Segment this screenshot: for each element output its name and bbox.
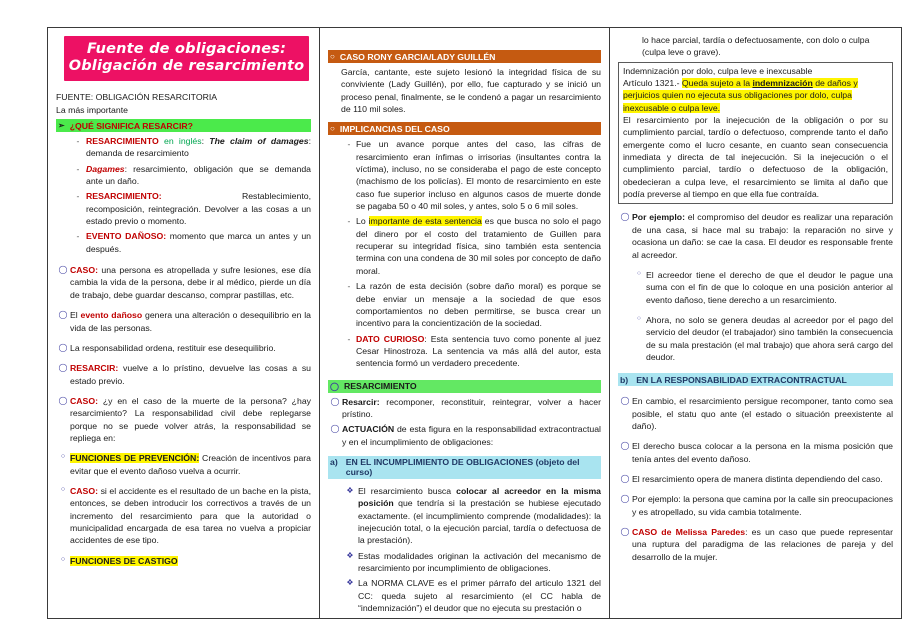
list-item (342, 550, 601, 577)
term: CASO: (70, 485, 98, 496)
small-circle-bullet-icon: ○ (60, 453, 66, 461)
list-item (70, 190, 311, 229)
list-item-body: La NORMA CLAVE es el primer párrafo del articulo 1321 del CC: queda sujeto al resarcimiento (el CC habla de “indemnización”) el deudor que no ejecuta su prestación o (358, 578, 601, 614)
column-2 (320, 28, 610, 618)
circle-bullet-icon: ◯ (330, 381, 339, 391)
prefix: El (70, 310, 81, 321)
circle-bullet-icon: ◯ (58, 342, 68, 352)
arrow-icon: ➢ (58, 121, 65, 131)
incumplimiento-sublist (328, 485, 601, 616)
text: recomponer, reconstituir, reintegrar, volver a hacer prístino. (342, 396, 601, 419)
list-item (342, 577, 601, 616)
term: RESARCIR: (70, 363, 119, 374)
text: es que busca no solo el pago del dinero por el costo del tratamiento de Guillen para recuperar su integridad física, sino también esta sentencia termina con una condena de 30 mil soles por concepto de daño moral. (356, 216, 602, 276)
page-title-line-1: Fuente de obligaciones: (86, 41, 287, 57)
term: Resarcir: (342, 396, 380, 407)
list-item-body (70, 485, 311, 547)
list-item-body (342, 396, 601, 421)
list-item-body: Fue un avance porque antes del caso, las cifras de resarcimiento eran ínfimas o irrisorias (insultantes contra la víctima), incluso, no se consideraba el pago de este concepto (machismo de los policías). El monto de resarcimiento en este caso fue superior incluso en algunos casos de muerte donde se pagaba 50 o 40 mil soles, y antes, solo 5 o 6 mil soles. (356, 139, 601, 212)
term: FUNCIONES DE CASTIGO (70, 555, 178, 566)
term: Dagames (86, 163, 125, 174)
law-article-box (618, 62, 893, 205)
list-item-body (70, 264, 311, 301)
term: EVENTO DAÑOSO: (86, 231, 167, 242)
list-item (342, 280, 601, 331)
small-circle-icon: ○ (330, 52, 335, 61)
dash-bullet-icon: - (76, 136, 80, 147)
term: evento dañoso (80, 310, 143, 321)
dash-bullet-icon: - (347, 333, 351, 344)
circle-bullet-icon: ◯ (58, 395, 68, 405)
circle-bullet-icon: ◯ (620, 212, 630, 222)
list-item-body (356, 215, 601, 277)
text: si el accidente es el resultado de un bache en la pista, entonces, se deben introducir los correctivos a través de un incremento del resarcimiento para que la autoridad o municipalidad encargada de esa tarea no vuelva a propiciar accidentes de ese tipo. (70, 485, 311, 546)
section-header-resarcir (56, 119, 311, 132)
section-header-incumplimiento-label: EN EL INCUMPLIMIENTO DE OBLIGACIONES (objeto del curso) (345, 457, 580, 478)
law-highlight-2: de daños y perjuicios quien no ejecuta sus obligaciones por dolo, culpa inexcusable o culpa leve. (623, 78, 858, 113)
dash-bullet-icon: - (76, 231, 80, 242)
list-item-body (86, 230, 311, 255)
dash-bullet-icon: - (347, 216, 351, 227)
highlighted-phrase: importante de esta sentencia (368, 216, 482, 227)
section-header-resarcimiento (328, 380, 601, 393)
small-circle-bullet-icon: ○ (637, 314, 641, 322)
list-item-resarcir (56, 362, 311, 389)
list-item-resarcir (328, 396, 601, 423)
section-header-implicancias (328, 122, 601, 135)
section-header-caso-rony-label: CASO RONY GARCIA/LADY GUILLÉN (339, 51, 496, 62)
resarcir-definition-list (56, 135, 311, 257)
page-title-banner (64, 36, 309, 81)
list-item (70, 163, 311, 190)
list-item-body (632, 211, 893, 260)
list-item-body (70, 395, 311, 444)
list-item (632, 314, 893, 365)
list-item-body (358, 485, 601, 547)
section-header-resarcir-label: ¿QUÉ SIGNIFICA RESARCIR? (69, 120, 193, 131)
list-item (632, 269, 893, 308)
text: ¿y en el caso de la muerte de la persona? ¿hay resarcimiento? La responsabilidad civil debe replegarse porque no se puede volver atrás, la responsabilidad se repliega en: (70, 395, 311, 443)
ejemplo-sublist (618, 269, 893, 365)
list-item-ejemplo (618, 211, 893, 262)
list-item-caso-2 (56, 395, 311, 446)
circle-bullet-icon: ◯ (620, 494, 630, 504)
section-header-implicancias-label: IMPLICANCIAS DEL CASO (339, 123, 450, 134)
section-header-extracontractual-label: EN LA RESPONSABILIDAD EXTRACONTRACTUAL (636, 374, 847, 385)
list-item-body: Por ejemplo: la persona que camina por la calle sin preocupaciones y es atropellado, su vida cambia totalmente. (632, 494, 893, 517)
circle-bullet-icon: ◯ (620, 473, 630, 483)
term-suffix: en inglés (158, 136, 202, 147)
circle-bullet-icon: ◯ (330, 424, 340, 434)
english-term: The claim of damages (209, 136, 309, 147)
list-item-body: Estas modalidades originan la activación del mecanismo de resarcimiento por incumplimiento de obligaciones. (358, 550, 601, 573)
law-highlight-bold: indemnización (752, 78, 813, 89)
law-body: El resarcimiento por la inejecución de la obligación o por su cumplimiento parcial, tardío o defectuoso, comprende tanto el daño emergente como el lucro cesante, en cuanto sean consecuencia inmediata y directa de tal inejecución. Si la inejecución o el cumplimiento parcial, tardío o defectuoso de la obligación, obedecieran a culpa leve, el resarcimiento se limita al daño que podía preverse al tiempo en que ella fue contraída. (623, 115, 888, 200)
list-item-funciones-castigo (56, 555, 311, 569)
section-header-incumplimiento (328, 456, 601, 479)
list-letter-b: b) (620, 374, 629, 385)
section-header-resarcimiento-label: RESARCIMIENTO (343, 381, 417, 392)
text: Creación de incentivos para evitar que el evento dañoso vuelva a ocurrir. (70, 453, 311, 476)
text: : es un caso que puede representar una ruptura del paradigma de las relaciones de pareja y del desarrollo de la mujer. (632, 527, 893, 562)
list-item-body: El acreedor tiene el derecho de que el deudor le pague una suma con el fin de que lo coloque en una posición anterior al evento dañoso, tiene derecho a un resarcimiento. (646, 269, 893, 305)
circle-bullet-icon: ◯ (58, 265, 68, 275)
list-item-evento-danoso (56, 309, 311, 336)
small-circle-icon: ○ (330, 124, 335, 134)
list-item (618, 493, 893, 520)
definition: : demanda de resarcimiento (86, 136, 311, 159)
list-item-body: RESARCIMIENTO en inglés: The claim of damages: demanda de resarcimiento (86, 136, 311, 159)
term: CASO de Melissa Paredes (632, 527, 746, 537)
caso-rony-text: García, cantante, este sujeto lesionó la integridad física de su conviviente (Lady Guillén), por ello, fue capturado y se inició un proceso penal, finalmente, se le condenó a pagar un resarcimiento de 110 mil soles. (341, 67, 601, 115)
text: el compromiso del deudor es realizar una reparación de una casa, si hace mal su trabajo: la reparación no sirve y ocasiona un daño: se cae la casa. El deudor es responsable frente al acreedor. (632, 212, 893, 260)
term: Por ejemplo: (632, 212, 685, 223)
circle-bullet-icon: ◯ (620, 527, 630, 536)
text: de esta figura en la responsabilidad extracontractual y en el incumplimiento de obligaciones: (342, 424, 601, 447)
list-item-body: El derecho busca colocar a la persona en la misma posición que tenía antes del evento dañoso. (632, 441, 893, 464)
diamond-bullet-icon: ❖ (346, 550, 354, 560)
list-item-body (70, 452, 311, 477)
list-item-body (86, 190, 311, 227)
term: CASO: (70, 265, 98, 276)
list-item-body (70, 555, 311, 567)
dash-bullet-icon: - (76, 163, 80, 174)
continuation-text: lo hace parcial, tardía o defectuosamente, con dolo o culpa (culpa leve o grave). (642, 35, 870, 58)
law-title: Indemnización por dolo, culpa leve e inexcusable (623, 65, 813, 76)
list-item-body: Ahora, no solo se genera deudas al acreedor por el pago del servicio del deudor (el trabajador) sino también la consecuencia de su mala prestación (el mal trabajo) que ahora será cargo del deudor. (646, 314, 893, 362)
circle-bullet-icon: ◯ (330, 396, 340, 406)
term: DATO CURIOSO (356, 333, 425, 344)
list-item-body (342, 423, 601, 448)
list-item (618, 395, 893, 434)
definition: : resarcimiento, obligación que se demanda ante un daño. (86, 163, 311, 187)
list-letter-a: a) (330, 457, 338, 468)
list-item-funciones-prevencion (56, 452, 311, 479)
list-item (618, 473, 893, 487)
text: que tendría si la prestación se hubiese ejecutado exactamente. (el incumplimiento comprende (modalidades): la inejecución total, o la ejecución parcial, tardía o defectuosa de la prestación). (358, 498, 601, 546)
document-page (47, 27, 902, 619)
list-item-body: La razón de esta decisión (sobre daño moral) es porque se debe enviar un mensaje a la sociedad de que esos comportamientos no deben permitirse, se busca crear un incentivo para la concientización de la sociedad. (356, 281, 601, 329)
text: vuelve a lo prístino, devuelve las cosas a su estado previo. (70, 363, 311, 386)
list-item-body: El resarcimiento opera de manera distinta dependiendo del caso. (632, 473, 883, 484)
list-item-responsabilidad (56, 342, 311, 356)
list-item (618, 440, 893, 467)
list-item-body (632, 526, 893, 563)
diamond-bullet-icon: ❖ (346, 578, 354, 588)
circle-bullet-icon: ◯ (58, 363, 68, 373)
list-item (342, 215, 601, 279)
list-item-body: La responsabilidad ordena, restituir ese desequilibrio. (70, 342, 276, 353)
term: RESARCIMIENTO: (86, 191, 162, 202)
dash-bullet-icon: - (76, 191, 80, 202)
text: genera una alteración o desequilibrio en la vida de las personas. (70, 310, 311, 333)
list-item (342, 333, 601, 372)
definition: Restablecimiento, recomposición, reintegración. Devolver a las cosas a un estado previo o momento. (86, 191, 311, 227)
law-highlight-1: Queda sujeto a la (681, 78, 753, 89)
list-item (70, 135, 311, 162)
law-article-label: Artículo 1321.- (623, 78, 682, 89)
source-label: FUENTE: OBLIGACIÓN RESARCITORIA (56, 92, 218, 103)
circle-bullet-icon: ◯ (620, 396, 630, 406)
list-item-caso-melissa (618, 526, 893, 565)
list-item-actuacion (328, 423, 601, 450)
law-article (623, 77, 888, 114)
text: una persona es atropellada y sufre lesiones, ese día cambia la vida de la persona, debe ir al médico, pierde un día de trabajo, debe guardar descanso, comprar pastillas, etc. (70, 265, 311, 300)
dash-bullet-icon: - (347, 281, 351, 292)
section-header-caso-rony (328, 50, 601, 63)
list-item-body: En cambio, el resarcimiento persigue recomponer, tanto como sea posible, el statu quo ante (el estado o situación preexistente al daño). (632, 396, 893, 431)
column-1 (48, 28, 320, 618)
circle-bullet-icon: ◯ (620, 441, 630, 451)
term: ACTUACIÓN (342, 424, 395, 435)
emphasis: colocar al acreedor en la misma posición (358, 485, 601, 509)
circle-bullet-icon: ◯ (58, 310, 68, 320)
implicancias-list (328, 138, 601, 371)
text: : Esta sentencia tuvo como ponente al juez Cesar Hinostroza. La sentencia va más allá del autor, esta sentencia formó un verdadero precedente. (356, 333, 601, 369)
diamond-bullet-icon: ❖ (346, 485, 354, 495)
list-item (342, 138, 601, 214)
list-item-caso-1 (56, 264, 311, 303)
small-circle-bullet-icon: ○ (60, 555, 66, 563)
small-circle-bullet-icon: ○ (637, 269, 641, 277)
list-item-body (86, 163, 311, 188)
list-item-body (70, 362, 311, 387)
source-note: La más importante (56, 104, 128, 115)
term: FUNCIONES DE PREVENCIÓN: (70, 453, 200, 464)
list-item-caso-3 (56, 485, 311, 549)
list-item (342, 485, 601, 549)
section-header-extracontractual (618, 373, 893, 386)
term: RESARCIMIENTO (86, 136, 159, 147)
list-item-body (70, 309, 311, 334)
term: CASO: (70, 395, 98, 406)
prefix: El resarcimiento busca (358, 485, 457, 496)
prefix: Lo (356, 216, 369, 227)
dash-bullet-icon: - (347, 139, 351, 150)
list-item-body (356, 333, 601, 370)
column-3 (610, 28, 901, 618)
definition: momento que marca un antes y un después. (86, 231, 311, 254)
small-circle-bullet-icon: ○ (60, 485, 66, 493)
page-title-line-2: Obligación de resarcimiento (68, 57, 305, 74)
column-2-spacer (328, 34, 601, 50)
list-item (70, 230, 311, 257)
